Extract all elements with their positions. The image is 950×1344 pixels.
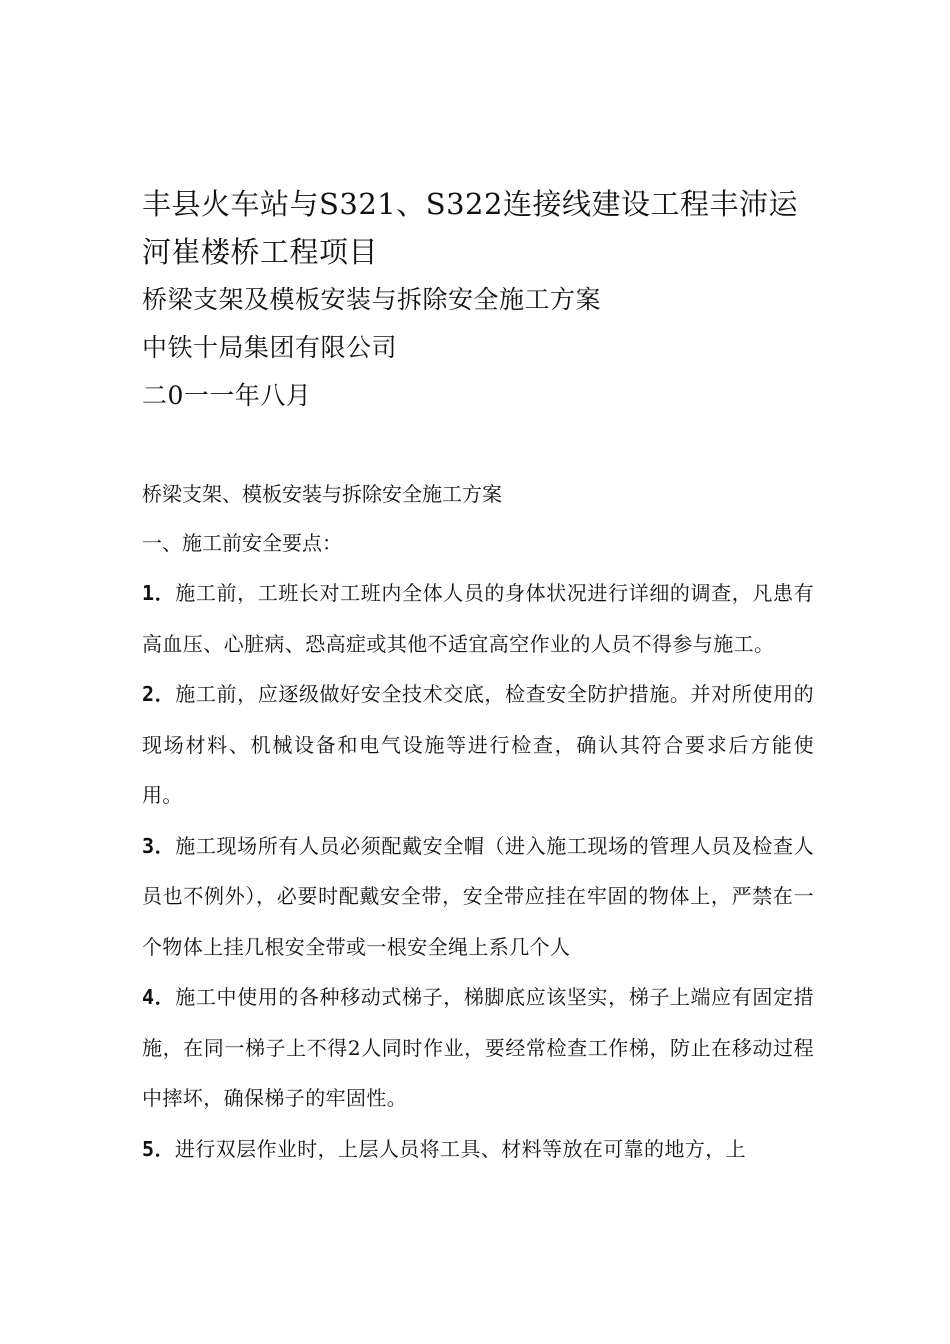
paragraph-text: 施工中使用的各种移动式梯子，梯脚底应该坚实，梯子上端应有固定措施，在同一梯子上不得2人同时作业，要经常检查工作梯，防止在移动过程中摔坏，确保梯子的牢固性。 xyxy=(142,985,814,1110)
project-title: 丰县火车站与S321、S322连接线建设工程丰沛运河崔楼桥工程项目 xyxy=(142,187,798,269)
cover-block xyxy=(142,180,802,420)
paragraph-5 xyxy=(142,1124,814,1175)
plan-title: 桥梁支架及模板安装与拆除安全施工方案 xyxy=(142,285,602,314)
body-block xyxy=(142,470,814,1174)
document-heading: 桥梁支架、模板安装与拆除安全施工方案 xyxy=(142,482,502,506)
paragraph-2 xyxy=(142,669,814,821)
company-name: 中铁十局集团有限公司 xyxy=(142,333,398,362)
paragraph-number: 5． xyxy=(142,1136,175,1161)
paragraph-number: 2． xyxy=(142,682,176,706)
section-heading: 一、施工前安全要点： xyxy=(142,531,342,555)
paragraph-text: 施工前，工班长对工班内全体人员的身体状况进行详细的调查，凡患有高血压、心脏病、恐高症或其他不适宜高空作业的人员不得参与施工。 xyxy=(142,581,814,656)
paragraph-text: 施工现场所有人员必须配戴安全帽（进入施工现场的管理人员及检查人员也不例外），必要时配戴安全带，安全带应挂在牢固的物体上，严禁在一个物体上挂几根安全带或一根安全绳上系几个人 xyxy=(142,833,814,959)
paragraph-text: 施工前，应逐级做好安全技术交底，检查安全防护措施。并对所使用的现场材料、机械设备和电气设施等进行检查，确认其符合要求后方能使用。 xyxy=(142,682,814,807)
paragraph-text: 进行双层作业时，上层人员将工具、材料等放在可靠的地方，上 xyxy=(174,1136,747,1161)
paragraph-4 xyxy=(142,972,814,1124)
paragraph-3 xyxy=(142,821,814,973)
paragraph-number: 1． xyxy=(142,581,176,605)
document-date: 二0一一年八月 xyxy=(142,381,312,410)
paragraph-number: 3． xyxy=(142,833,176,858)
paragraph-number: 4． xyxy=(142,985,176,1009)
paragraph-1 xyxy=(142,568,814,669)
